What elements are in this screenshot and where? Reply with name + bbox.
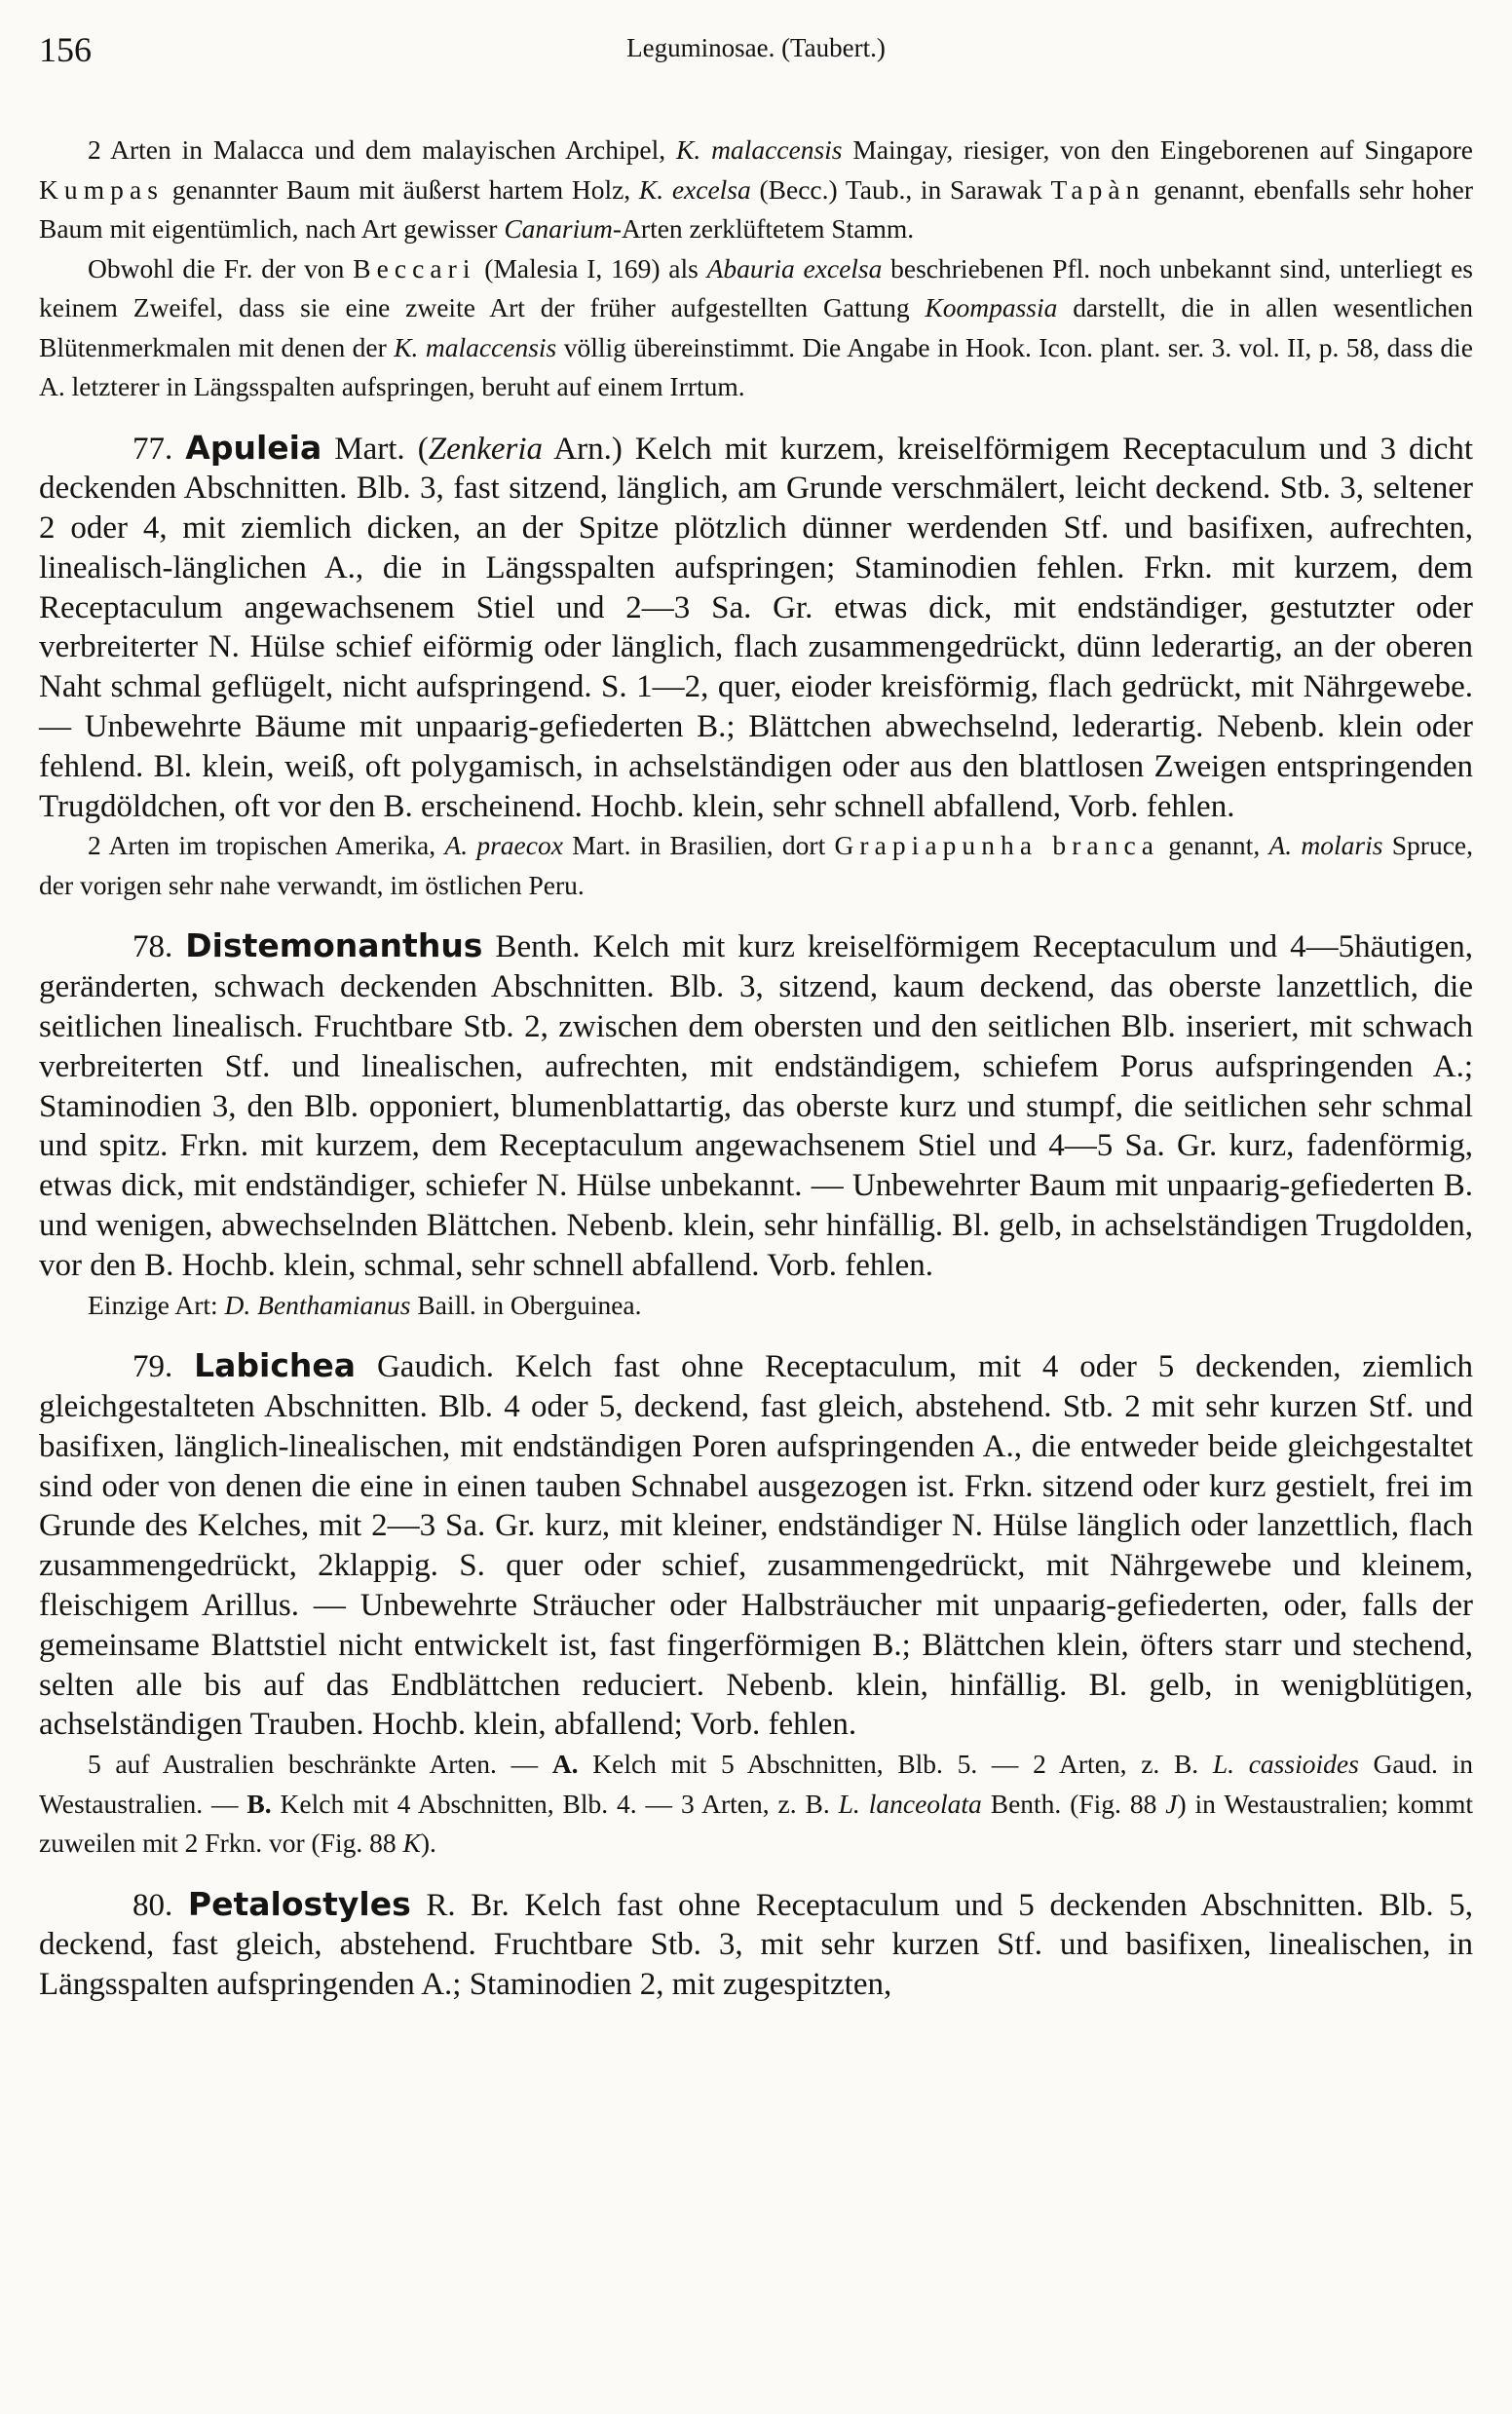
- genus-distemonanthus-paragraph: 78. Distemonanthus Benth. Kelch mit kurz kreiselförmigem Receptaculum und 4—5häutigen, geränderten, schwach deckenden Abschnitten. Blb. 3, sitzend, kaum deckend, das oberste lanzettlich, die seitlichen linealisch. Fruchtbare Stb. 2, zwischen dem obersten und den seitlichen Blb. inseriert, mit schwach verbreiterten Stf. und linealischen, aufrechten, mit endständigem, schiefem Porus aufspringenden A.; Staminodien 3, den Blb. opponiert, blumenblattartig, das oberste kurz und stumpf, die seitlichen sehr schmal und spitz. Frkn. mit kurzem, dem Receptaculum angewachsenem Stiel und 4—5 Sa. Gr. kurz, fadenförmig, etwas dick, mit endständiger, schiefer N. Hülse unbekannt. — Unbewehrter Baum mit unpaarig-gefiederten B. und wenigen, abwechselnden Blättchen. Nebenb. klein, sehr hinfällig. Bl. gelb, in achselständigen Trugdolden, vor den B. Hochb. klein, schmal, sehr schnell abfallend. Vorb. fehlen.: [39, 926, 1473, 1283]
- genus-number: 78.: [132, 929, 173, 965]
- page-number: 156: [39, 30, 92, 69]
- apuleia-species-paragraph: 2 Arten im tropischen Amerika, A. praecox Mart. in Brasilien, dort Grapiapunha branca genannt, A. molaris Spruce, der vorigen sehr nahe verwandt, im östlichen Peru.: [39, 830, 1473, 900]
- koompassia-species-paragraph: 2 Arten in Malacca und dem malayischen Archipel, K. malaccensis Maingay, riesiger, von den Eingeborenen auf Singapore Kumpas genannter Baum mit äußerst hartem Holz, K. excelsa (Becc.) Taub., in Sarawak Tapàn genannt, ebenfalls sehr hoher Baum mit eigentümlich, nach Art gewisser Canarium-Arten zerklüftetem Stamm.: [39, 134, 1473, 244]
- genus-apuleia-paragraph: 77. Apuleia Mart. (Zenkeria Arn.) Kelch mit kurzem, kreiselförmigem Receptaculum und 3 dicht deckenden Abschnitten. Blb. 3, fast sitzend, länglich, am Grunde verschmälert, leicht deckend. Stb. 3, seltener 2 oder 4, mit ziemlich dicken, an der Spitze plötzlich dünner werdenden Stf. und basifixen, aufrechten, linealisch-länglichen A., die in Längsspalten aufspringen; Staminodien fehlen. Frkn. mit kurzem, dem Receptaculum angewachsenem Stiel und 2—3 Sa. Gr. etwas dick, mit endständiger, gestutzter oder verbreiterter N. Hülse schief eiförmig oder länglich, flach zusammengedrückt, dünn lederartig, an der oberen Naht schmal geflügelt, nicht aufspringend. S. 1—2, quer, eioder kreisförmig, flach gedrückt, mit Nährgewebe. — Unbewehrte Bäume mit unpaarig-gefiederten B.; Blättchen abwechselnd, lederartig. Nebenb. klein oder fehlend. Bl. klein, weiß, oft polygamisch, in achselständigen oder aus den blattlosen Zweigen entspringenden Trugdöldchen, oft vor den B. erscheinend. Hochb. klein, sehr schnell abfallend, Vorb. fehlen.: [39, 428, 1473, 824]
- genus-number: 80.: [132, 1887, 173, 1923]
- genus-petalostyles-paragraph: 80. Petalostyles R. Br. Kelch fast ohne Receptaculum und 5 deckenden Abschnitten. Blb. 5, deckend, fast gleich, abstehend. Fruchtbare Stb. 3, mit sehr kurzen Stf. und basifixen, linealischen, in Längsspalten aufspringenden A.; Staminodien 2, mit zugespitzten,: [39, 1884, 1473, 2003]
- koompassia-note-paragraph: Obwohl die Fr. der von Beccari (Malesia I, 169) als Abauria excelsa beschriebenen Pfl. noch unbekannt sind, unterliegt es keinem Zweifel, dass sie eine zweite Art der früher aufgestellten Gattung Koompassia darstellt, die in allen wesentlichen Blütenmerkmalen mit denen der K. malaccensis völlig übereinstimmt. Die Angabe in Hook. Icon. plant. ser. 3. vol. II, p. 58, dass die A. letzterer in Längsspalten aufspringen, beruht auf einem Irrtum.: [39, 252, 1473, 401]
- running-title: Leguminosae. (Taubert.): [626, 33, 886, 62]
- genus-number: 79.: [132, 1349, 173, 1385]
- genus-name: Distemonanthus: [185, 926, 483, 965]
- running-head: [39, 29, 1473, 74]
- genus-name: Apuleia: [185, 428, 322, 467]
- genus-name: Labichea: [194, 1346, 357, 1385]
- distemonanthus-species-paragraph: Einzige Art: D. Benthamianus Baill. in Oberguinea.: [88, 1289, 642, 1320]
- labichea-species-paragraph: 5 auf Australien beschränkte Arten. — A. Kelch mit 5 Abschnitten, Blb. 5. — 2 Arten, z. B. L. cassioides Gaud. in Westaustralien. — B. Kelch mit 4 Abschnitten, Blb. 4. — 3 Arten, z. B. L. lanceolata Benth. (Fig. 88 J) in Westaustralien; kommt zuweilen mit 2 Frkn. vor (Fig. 88 K).: [39, 1749, 1473, 1859]
- genus-number: 77.: [132, 431, 173, 467]
- genus-labichea-paragraph: 79. Labichea Gaudich. Kelch fast ohne Receptaculum, mit 4 oder 5 deckenden, ziemlich gleichgestalteten Abschnitten. Blb. 4 oder 5, deckend, fast gleich, abstehend. Stb. 2 mit sehr kurzen Stf. und basifixen, länglich-linealischen, mit endständigen Poren aufspringenden A., die entweder beide gleichgestaltet sind oder von denen die eine in einen tauben Schnabel ausgezogen ist. Frkn. sitzend oder kurz gestielt, frei im Grunde des Kelches, mit 2—3 Sa. Gr. kurz, mit kleiner, endständiger N. Hülse länglich oder lanzettlich, flach zusammengedrückt, 2klappig. S. quer oder schief, zusammengedrückt, mit Nährgewebe und kleinem, fleischigem Arillus. — Unbewehrte Sträucher oder Halbsträucher mit unpaarig-gefiederten, oder, falls der gemeinsame Blattstiel nicht entwickelt ist, fast fingerförmigen B.; Blättchen klein, öfters starr und stechend, selten alle bis auf das Endblättchen reduciert. Nebenb. klein, hinfällig. Bl. gelb, in wenigblütigen, achselständigen Trauben. Hochb. klein, abfallend; Vorb. fehlen.: [39, 1346, 1474, 1743]
- genus-name: Petalostyles: [187, 1884, 411, 1923]
